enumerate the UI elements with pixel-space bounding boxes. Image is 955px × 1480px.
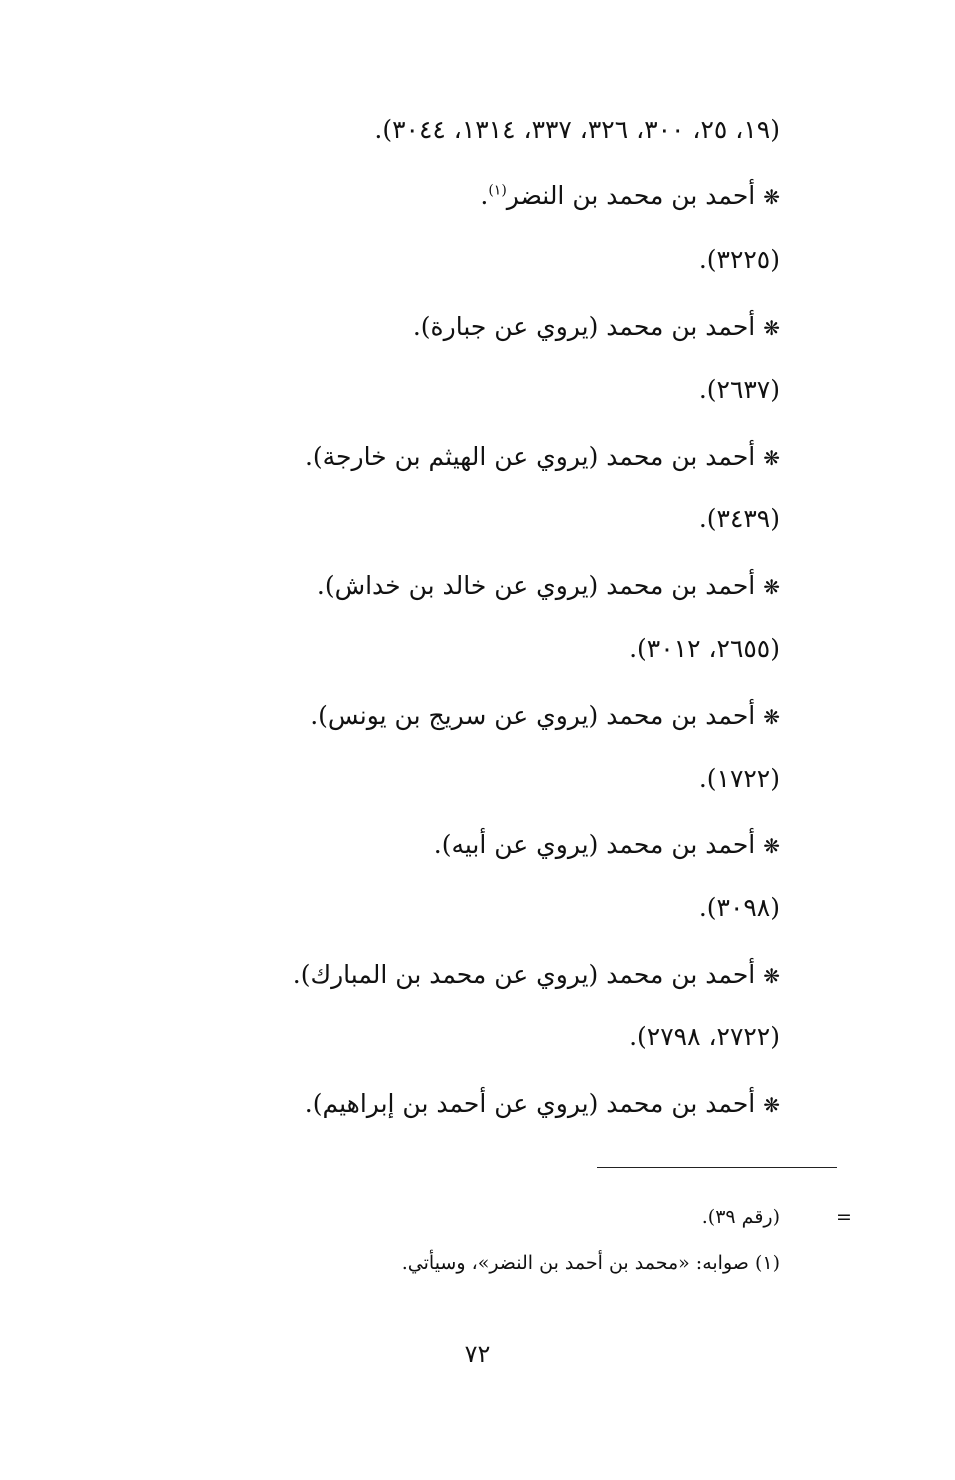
entry-name: ❋أحمد بن محمد (يروي عن محمد بن المبارك).: [292, 960, 780, 989]
entry-name: ❋أحمد بن محمد بن النضر$^{(١)}$.: [480, 181, 780, 210]
footnote-1: (١) صوابه: «محمد بن أحمد بن النضر»، وسيأتي.: [401, 1252, 780, 1274]
star-icon: ❋: [763, 575, 780, 599]
entry-references: (١٩، ٢٥، ٣٠٠، ٣٢٦، ٣٣٧، ١٣١٤، ٣٠٤٤).: [374, 115, 780, 144]
entry-references: (٢٧٢٢، ٢٧٩٨).: [629, 1022, 780, 1051]
entry-name: ❋أحمد بن محمد (يروي عن الهيثم بن خارجة).: [304, 442, 780, 471]
entry-references: (٣٤٣٩).: [698, 504, 780, 533]
star-icon: ❋: [763, 446, 780, 470]
entry-references: (٢٦٥٥، ٣٠١٢).: [629, 634, 780, 663]
entry-name: ❋أحمد بن محمد (يروي عن خالد بن خداش).: [316, 571, 780, 600]
star-icon: ❋: [763, 964, 780, 988]
star-icon: ❋: [763, 705, 780, 729]
continuation-mark: =: [836, 1206, 852, 1228]
star-icon: ❋: [763, 185, 780, 209]
entry-name: ❋أحمد بن محمد (يروي عن جبارة).: [412, 312, 780, 341]
entry-references: (٣٢٢٥).: [698, 245, 780, 274]
star-icon: ❋: [763, 316, 780, 340]
footnote-continued: (رقم ٣٩).: [701, 1206, 780, 1228]
entry-name: ❋أحمد بن محمد (يروي عن سريج بن يونس).: [310, 701, 780, 730]
entry-name: ❋أحمد بن محمد (يروي عن أحمد بن إبراهيم).: [304, 1089, 780, 1118]
footnote-marker[interactable]: (١): [488, 182, 507, 199]
star-icon: ❋: [763, 834, 780, 858]
entry-references: (٢٦٣٧).: [698, 375, 780, 404]
footnote-separator: [597, 1167, 837, 1168]
star-icon: ❋: [763, 1093, 780, 1117]
page-number: ٧٢: [464, 1340, 491, 1368]
entry-references: (١٧٢٢).: [698, 764, 780, 793]
entry-references: (٣٠٩٨).: [698, 893, 780, 922]
entry-name: ❋أحمد بن محمد (يروي عن أبيه).: [433, 830, 780, 859]
